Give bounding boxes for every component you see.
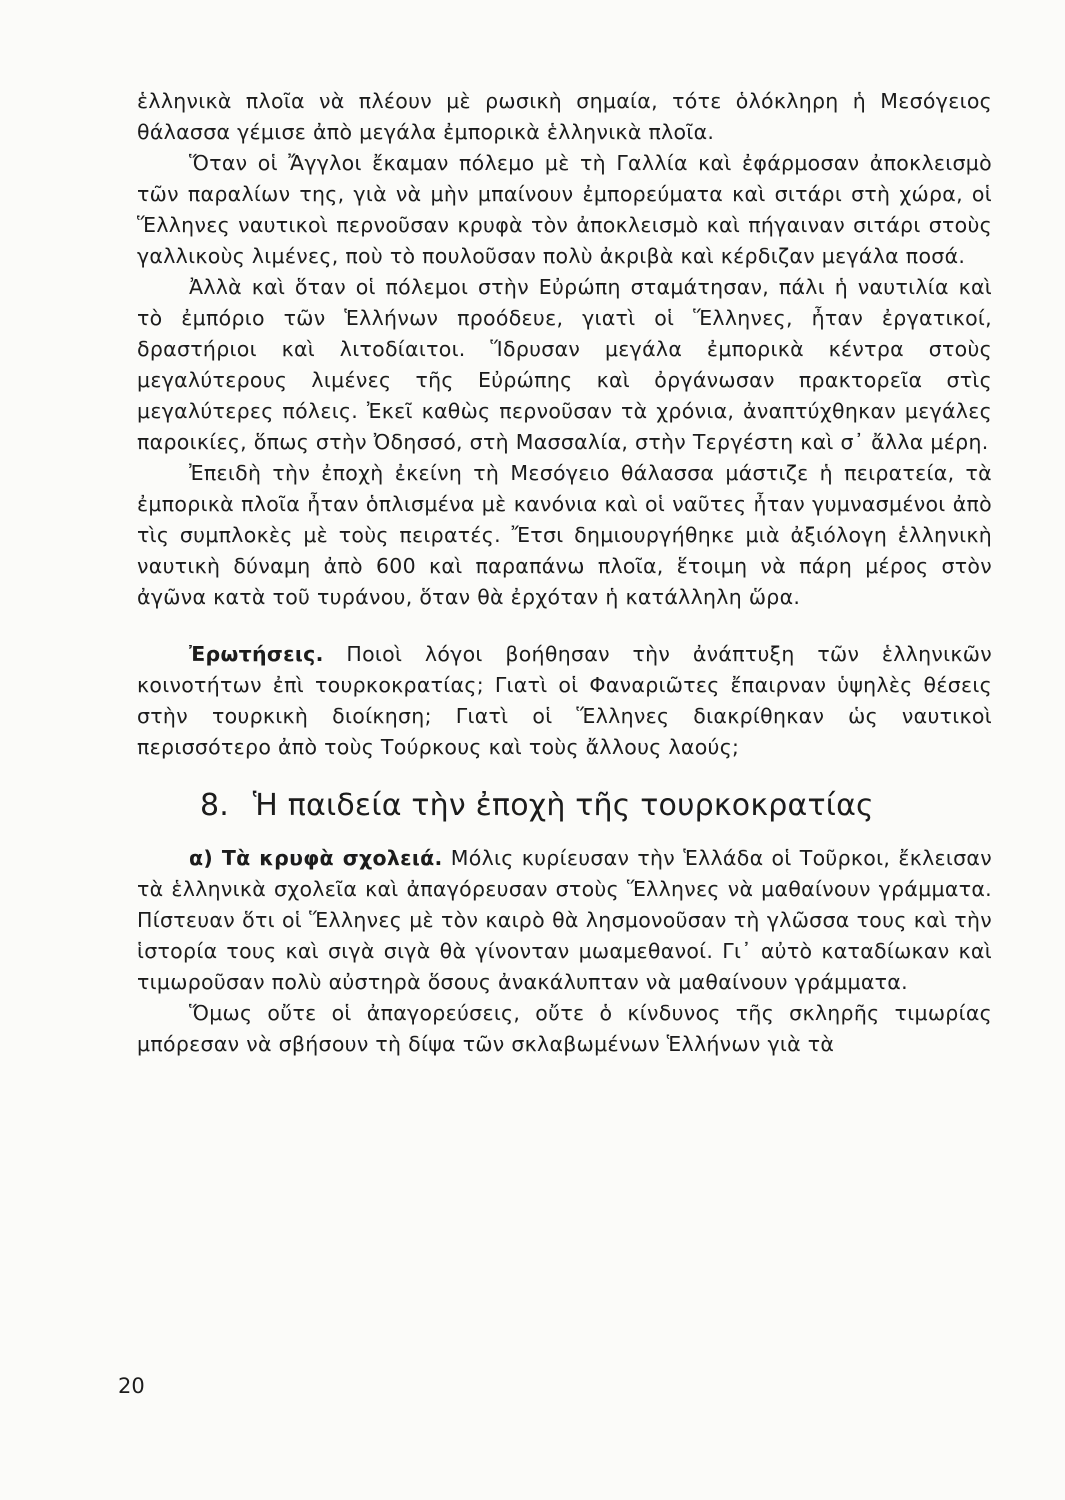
subsection-text: Μόλις κυρίευσαν τὴν Ἑλλάδα οἱ Τοῦρκοι, ἔκλεισαν τὰ ἑλληνικὰ σχολεῖα καὶ ἀπαγόρευσαν στοὺς Ἕλληνες νὰ μαθαίνουν γράμματα. Πίστευαν ὅτι οἱ Ἕλληνες μὲ τὸν καιρὸ θὰ λησμονοῦσαν τὴ γλῶσσα τους καὶ τὴν ἱστορία τους καὶ σιγὰ σιγὰ θὰ γίνονταν μωαμεθανοί. Γι᾽ αὐτὸ καταδίωκαν καὶ τιμωροῦσαν πολὺ αὐστηρὰ ὅσους ἀνακάλυπταν νὰ μαθαίνουν γράμματα. bbox=[137, 846, 992, 994]
paragraph-continued: ἑλληνικὰ πλοῖα νὰ πλέουν μὲ ρωσικὴ σημαία, τότε ὁλόκληρη ἡ Μεσόγειος θάλασσα γέμισε ἀπὸ μεγάλα ἐμπορικὰ ἑλληνικὰ πλοῖα. bbox=[137, 89, 992, 144]
page-number: 20 bbox=[118, 1374, 145, 1398]
section-number: 8. bbox=[200, 788, 230, 823]
questions-block bbox=[137, 639, 992, 763]
questions-label: Ἐρωτήσεις. bbox=[189, 642, 324, 666]
questions-text: Ποιοὶ λόγοι βοήθησαν τὴν ἀνάπτυξη τῶν ἑλληνικῶν κοινοτήτων ἐπὶ τουρκοκρατίας; Γιατὶ οἱ Φαναριῶτες ἔπαιρναν ὑψηλὲς θέσεις στὴν τουρκικὴ διοίκηση; Γιατὶ οἱ Ἕλληνες διακρίθηκαν ὡς ναυτικοὶ περισσότερο ἀπὸ τοὺς Τούρκους καὶ τοὺς ἄλλους λαούς; bbox=[137, 642, 992, 759]
page-body bbox=[137, 86, 992, 1060]
subsection-paragraph bbox=[137, 843, 992, 998]
section-title: Ἡ παιδεία τὴν ἐποχὴ τῆς τουρκοκρατίας bbox=[252, 788, 874, 823]
paragraph-blockade: Ὅταν οἱ Ἄγγλοι ἔκαμαν πόλεμο μὲ τὴ Γαλλία καὶ ἐφάρμοσαν ἀποκλεισμὸ τῶν παραλίων της, γιὰ νὰ μὴν μπαίνουν ἐμπορεύματα καὶ σιτάρι στὴ χώρα, οἱ Ἕλληνες ναυτικοὶ περνοῦσαν κρυφὰ τὸν ἀποκλεισμὸ καὶ πήγαιναν σιτάρι στοὺς γαλλικοὺς λιμένες, ποὺ τὸ πουλοῦσαν πολὺ ἀκριβὰ καὶ κέρδιζαν μεγάλα ποσά. bbox=[137, 151, 992, 268]
section-heading bbox=[137, 785, 992, 827]
paragraph-piracy: Ἐπειδὴ τὴν ἐποχὴ ἐκείνη τὴ Μεσόγειο θάλασσα μάστιζε ἡ πειρατεία, τὰ ἐμπορικὰ πλοῖα ἦταν ὁπλισμένα μὲ κανόνια καὶ οἱ ναῦτες ἦταν γυμνασμένοι ἀπὸ τὶς συμπλοκὲς μὲ τοὺς πειρατές. Ἔτσι δημιουργήθηκε μιὰ ἀξιόλογη ἑλληνικὴ ναυτικὴ δύναμη ἀπὸ 600 καὶ παραπάνω πλοῖα, ἕτοιμη νὰ πάρη μέρος στὸν ἀγῶνα κατὰ τοῦ τυράνου, ὅταν θὰ ἐρχόταν ἡ κατάλληλη ὥρα. bbox=[137, 461, 992, 609]
paragraph-commerce: Ἀλλὰ καὶ ὅταν οἱ πόλεμοι στὴν Εὐρώπη σταμάτησαν, πάλι ἡ ναυτιλία καὶ τὸ ἐμπόριο τῶν Ἑλλήνων προόδευε, γιατὶ οἱ Ἕλληνες, ἦταν ἐργατικοί, δραστήριοι καὶ λιτοδίαιτοι. Ἵδρυσαν μεγάλα ἐμπορικὰ κέντρα στοὺς μεγαλύτερους λιμένες τῆς Εὐρώπης καὶ ὀργάνωσαν πρακτορεῖα στὶς μεγαλύτερες πόλεις. Ἐκεῖ καθὼς περνοῦσαν τὰ χρόνια, ἀναπτύχθηκαν μεγάλες παροικίες, ὅπως στὴν Ὀδησσό, στὴ Μασσαλία, στὴν Τεργέστη καὶ σ᾽ ἄλλα μέρη. bbox=[137, 275, 992, 454]
subsection-label: α) Τὰ κρυφὰ σχολειά. bbox=[189, 846, 443, 870]
paragraph-thirst-for-learning: Ὅμως οὔτε οἱ ἀπαγορεύσεις, οὔτε ὁ κίνδυνος τῆς σκληρῆς τιμωρίας μπόρεσαν νὰ σβήσουν τὴ δίψα τῶν σκλαβωμένων Ἑλλήνων γιὰ τὰ bbox=[137, 1001, 992, 1056]
